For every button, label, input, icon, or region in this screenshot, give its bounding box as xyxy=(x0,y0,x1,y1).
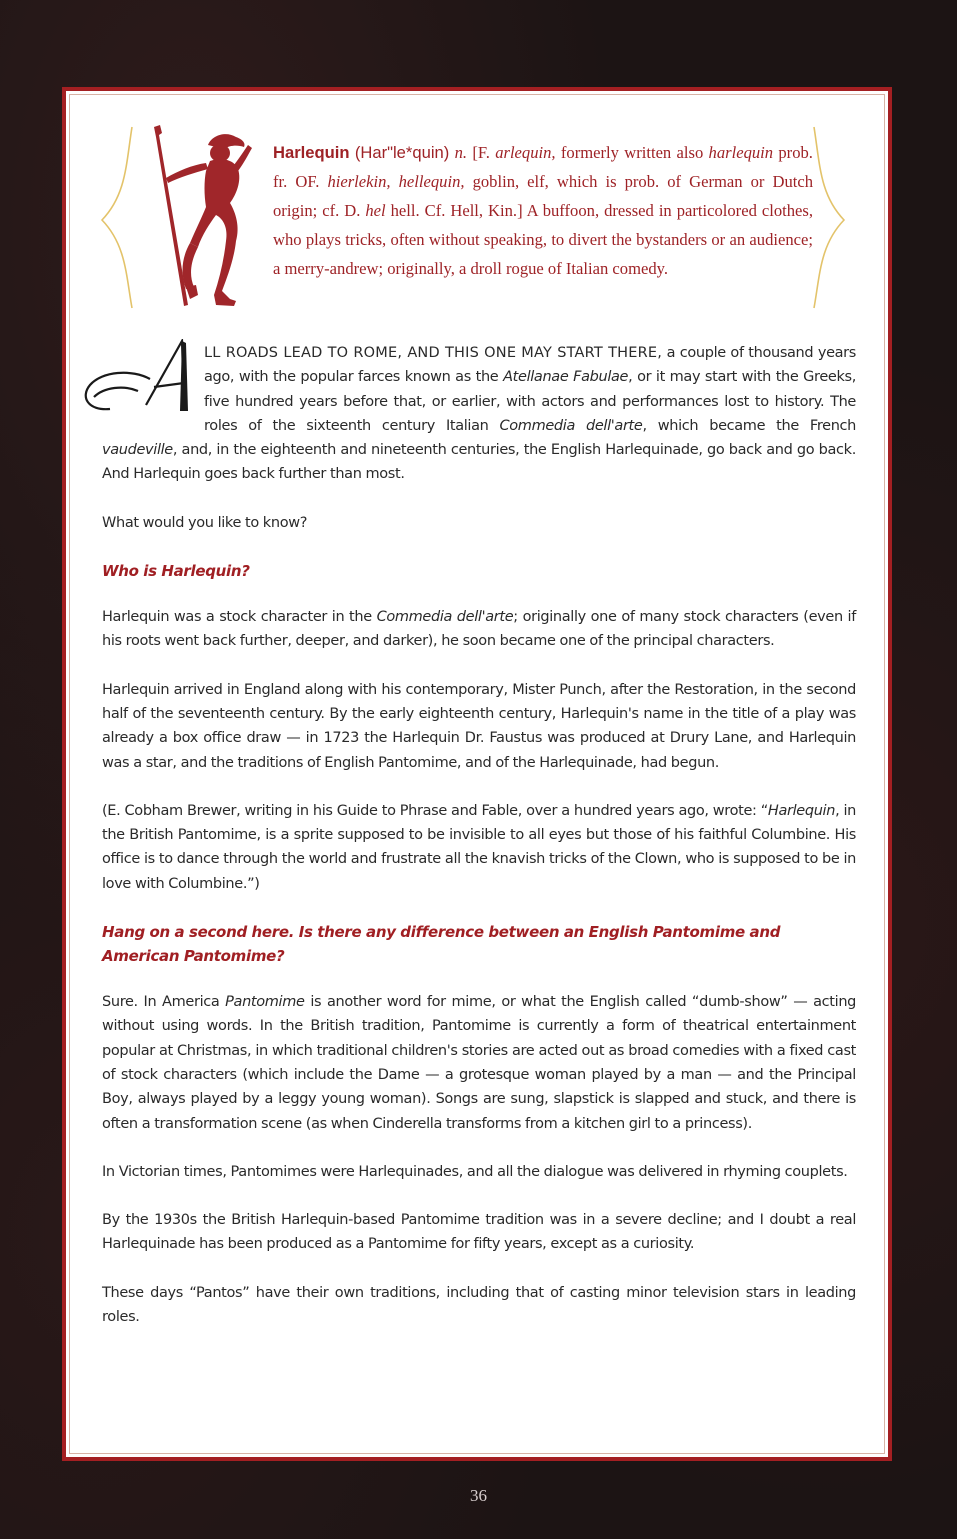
paragraph-text: is another word for mime, or what the English called “dumb-show” — acting without using words. In the British tradition, Pantomime is currently a form of theatrical entertainment popular at Christmas, in which traditional children's stories are acted out as broad comedies with a fixed cast of stock characters (which include the Dame — a grotesque woman played by a man — and the Principal Boy, always played by a leggy young woman). Songs are sung, slapstick is slapped and stuck, and there is often a transformation scene (as when Cinderella transforms from a kitchen girl to a princess). xyxy=(102,994,857,1132)
paragraph: By the 1930s the British Harlequin-based Pantomime tradition was in a severe decline; and I doubt a real Harlequinade has been produced as a Pantomime for fifty years, except as a curiosity. xyxy=(102,1212,856,1253)
definition-part-of-speech: n. xyxy=(454,143,468,162)
article-body xyxy=(102,341,856,1353)
definition-text: prob. fr. OF. xyxy=(273,143,813,191)
paragraph xyxy=(102,799,856,896)
intro-italic: vaudeville xyxy=(102,442,173,459)
definition-text: [F. xyxy=(472,143,490,162)
section-heading: Hang on a second here. Is there any difference between an English Pantomime and American Pantomime? xyxy=(102,923,781,966)
section-heading: Who is Harlequin? xyxy=(102,562,250,581)
page-number: 36 xyxy=(470,1486,487,1505)
paragraph xyxy=(102,990,856,1136)
intro-italic: Commedia dell'arte xyxy=(499,417,643,434)
harlequin-silhouette-icon xyxy=(150,123,260,308)
definition-headword: Harlequin xyxy=(273,143,350,162)
paragraph-italic: Commedia dell'arte xyxy=(376,609,514,626)
paragraph-italic: Harlequin xyxy=(767,802,836,819)
intro-small-caps: LL ROADS LEAD TO ROME, AND THIS ONE MAY START THERE, xyxy=(204,345,663,361)
paragraph-text: (E. Cobham Brewer, writing in his Guide to Phrase and Fable, over a hundred years ago, wrote: “ xyxy=(102,802,768,819)
intro-italic: Atellanae Fabulae xyxy=(503,369,629,386)
intro-text: , or it may start with the Greeks, five hundred years before that, or earlier, with actors and performances lost to history. The roles of the sixteenth century Italian xyxy=(204,369,857,434)
paragraph-text: Harlequin was a stock character in the xyxy=(102,609,377,626)
intro-text: a couple of thousand years ago, with the popular farces known as the xyxy=(204,345,856,386)
definition-italic: harlequin xyxy=(708,143,774,162)
paragraph-text: , in the British Pantomime, is a sprite supposed to be invisible to all eyes but those of his faithful Columbine. His office is to dance through the world and frustrate all the knavish tricks of the Clown, who is supposed to be in love with Columbine.”) xyxy=(102,802,856,892)
right-ornament-bracket xyxy=(808,125,848,310)
paragraph-text: ; originally one of many stock characters (even if his roots went back further, deeper, and darker), he soon became one of the principal characters. xyxy=(102,609,856,650)
dictionary-definition xyxy=(273,138,813,283)
paragraph-text: Sure. In America xyxy=(102,994,226,1011)
paragraph-italic: Pantomime xyxy=(225,994,305,1011)
intro-paragraph xyxy=(102,341,856,487)
definition-italic: arlequin, xyxy=(495,143,556,162)
paragraph xyxy=(102,605,856,654)
definition-text: formerly written also xyxy=(560,143,704,162)
intro-text: , which became the French xyxy=(642,417,857,434)
paragraph: Harlequin arrived in England along with his contemporary, Mister Punch, after the Restoration, in the second half of the seventeenth century. By the early eighteenth century, Harlequin's name in the title of a play was already a box office draw — in 1723 the Harlequin Dr. Faustus was produced at Drury Lane, and Harlequin was a star, and the traditions of English Pantomime, and of the Harlequinade, had begun. xyxy=(102,681,856,771)
left-ornament-bracket xyxy=(98,125,138,310)
definition-pronunciation: (Har"le*quin) xyxy=(354,143,450,162)
intro-text: , and, in the eighteenth and nineteenth centuries, the English Harlequinade, go back and go back. And Harlequin goes back further than most. xyxy=(102,442,856,483)
paragraph: These days “Pantos” have their own traditions, including that of casting minor television stars in leading roles. xyxy=(102,1284,856,1326)
definition-text: goblin, elf, which is prob. of German or Dutch origin; cf. D. xyxy=(273,172,814,220)
question-paragraph: What would you like to know? xyxy=(102,514,308,531)
definition-text: hell. Cf. Hell, Kin.] A buffoon, dressed in particolored clothes, who plays tricks, often without speaking, to divert the bystanders or an audience; a merry-andrew; originally, a droll rogue of Italian comedy. xyxy=(273,201,813,278)
definition-italic: hel xyxy=(365,201,386,220)
dropcap-letter-a-icon xyxy=(80,339,200,417)
paragraph: In Victorian times, Pantomimes were Harlequinades, and all the dialogue was delivered in rhyming couplets. xyxy=(102,1163,848,1180)
definition-italic: hierlekin, hellequin, xyxy=(327,172,465,191)
